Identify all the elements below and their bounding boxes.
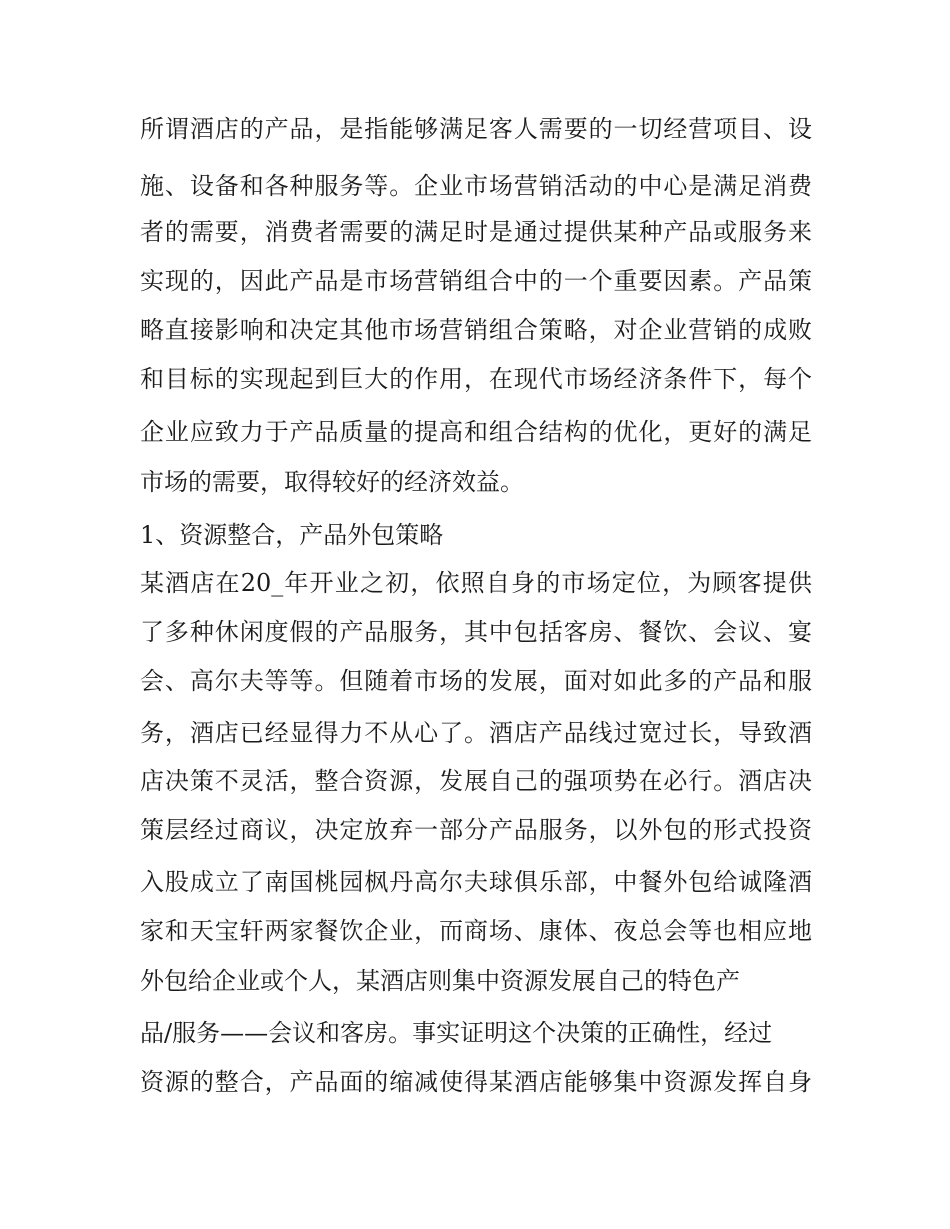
paragraph-2-line-1: 某酒店在20_年开业之初，依照自身的市场定位，为顾客提供 — [140, 569, 812, 597]
paragraph-1-line-5: 略直接影响和决定其他市场营销组合策略，对企业营销的成败 — [140, 316, 812, 344]
paragraph-2-line-7: 入股成立了南国桃园枫丹高尔夫球俱乐部，中餐外包给诚隆酒 — [140, 868, 812, 896]
paragraph-1-line-3: 者的需要，消费者需要的满足时是通过提供某种产品或服务来 — [140, 218, 812, 246]
paragraph-2-line-8: 家和天宝轩两家餐饮企业，而商场、康体、夜总会等也相应地 — [140, 917, 812, 945]
section-heading: 1、资源整合，产品外包策略 — [140, 521, 444, 549]
paragraph-2-line-2: 了多种休闲度假的产品服务，其中包括客房、餐饮、会议、宴 — [140, 618, 812, 646]
paragraph-2-line-4: 务，酒店已经显得力不从心了。酒店产品线过宽过长，导致酒 — [140, 719, 812, 747]
paragraph-1-line-1: 所谓酒店的产品，是指能够满足客人需要的一切经营项目、设 — [140, 115, 812, 143]
paragraph-2-line-5: 店决策不灵活，整合资源，发展自己的强项势在必行。酒店决 — [140, 767, 812, 795]
paragraph-1-line-7: 企业应致力于产品质量的提高和组合结构的优化，更好的满足 — [140, 418, 812, 446]
paragraph-1-line-6: 和目标的实现起到巨大的作用，在现代市场经济条件下，每个 — [140, 365, 812, 393]
paragraph-1-line-2: 施、设备和各种服务等。企业市场营销活动的中心是满足消费 — [140, 172, 812, 200]
paragraph-2-line-3: 会、高尔夫等等。但随着市场的发展，面对如此多的产品和服 — [140, 667, 812, 695]
paragraph-2-line-6: 策层经过商议，决定放弃一部分产品服务，以外包的形式投资 — [140, 816, 812, 844]
paragraph-1-line-8: 市场的需要，取得较好的经济效益。 — [140, 468, 524, 496]
paragraph-2-line-9: 外包给企业或个人，某酒店则集中资源发展自己的特色产 — [140, 967, 740, 995]
paragraph-2-line-10: 品/服务——会议和客房。事实证明这个决策的正确性，经过 — [140, 1019, 773, 1047]
paragraph-2-line-11: 资源的整合，产品面的缩减使得某酒店能够集中资源发挥自身 — [140, 1068, 812, 1096]
paragraph-1-line-4: 实现的，因此产品是市场营销组合中的一个重要因素。产品策 — [140, 267, 812, 295]
